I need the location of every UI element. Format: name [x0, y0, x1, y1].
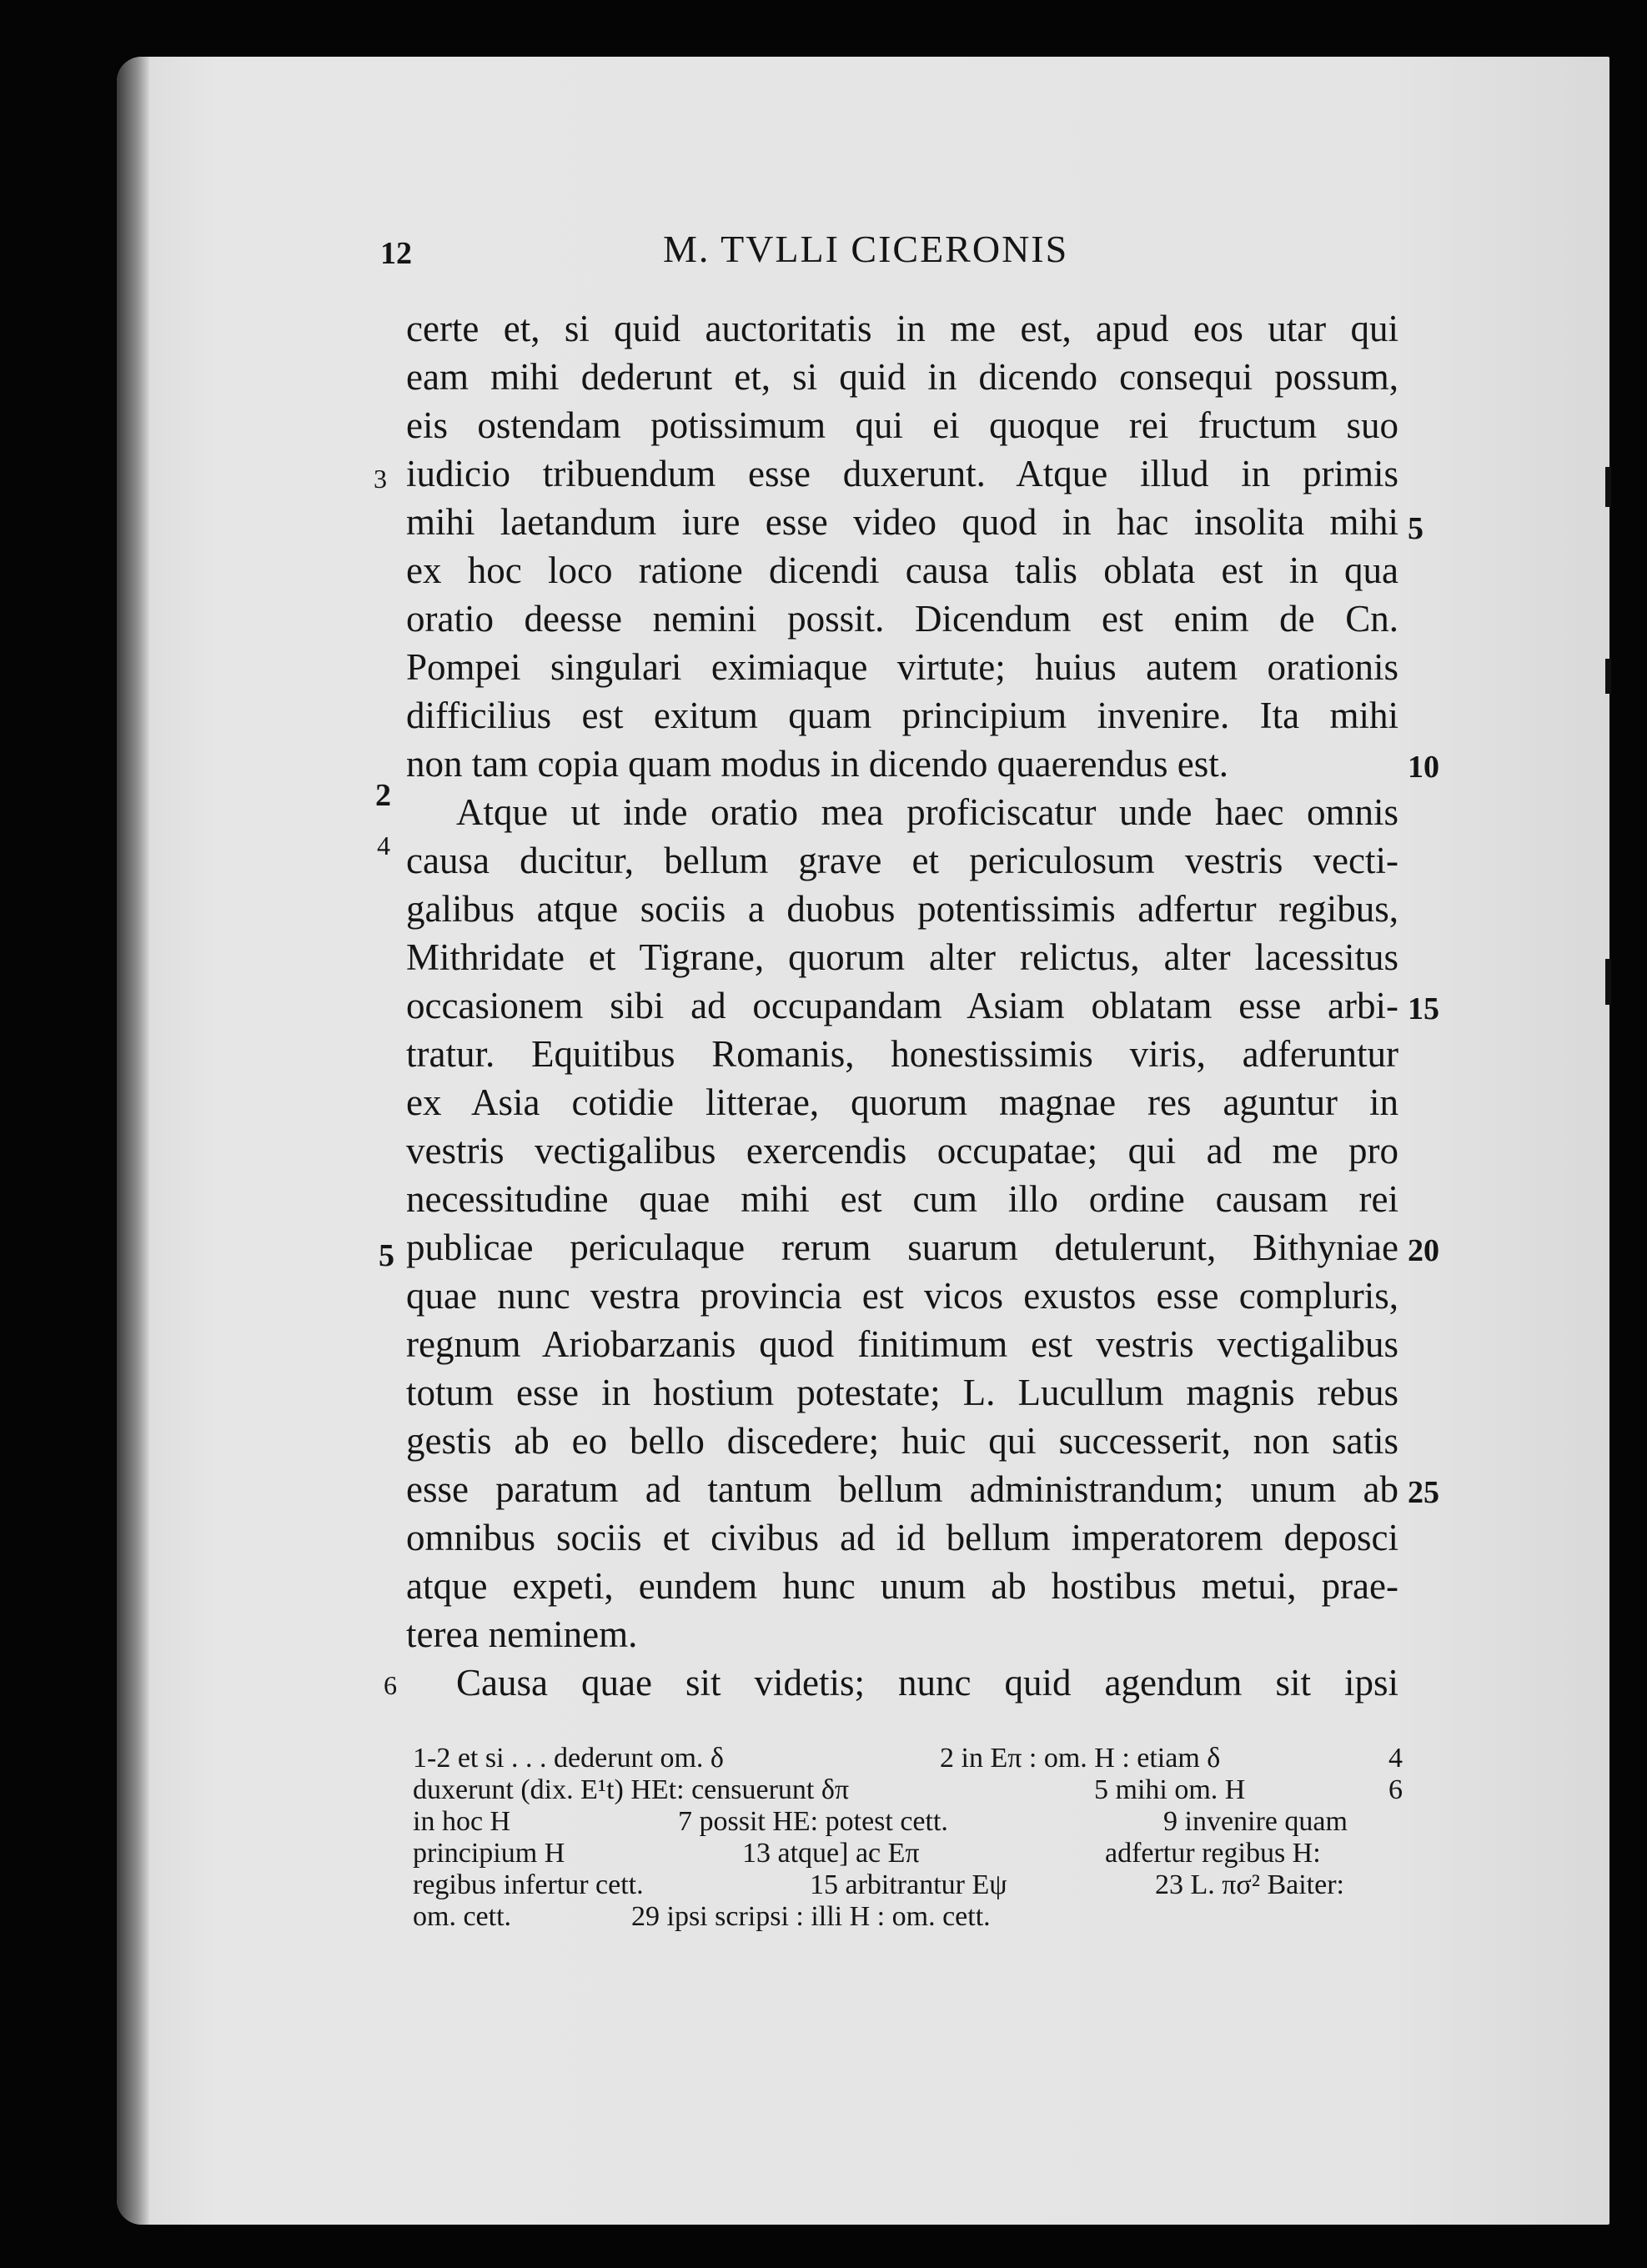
apparatus-note: 6 — [1388, 1774, 1403, 1805]
apparatus-note: 15 arbitrantur Eψ — [810, 1869, 1007, 1900]
text-line: tratur. Equitibus Romanis, honestissimis viris, adferuntur — [406, 1033, 1398, 1075]
text-line: Atque ut inde oratio mea proficiscatur unde haec omnis — [456, 791, 1398, 833]
text-line: omnibus sociis et civibus ad id bellum imperatorem deposci — [406, 1517, 1398, 1558]
text-line: eis ostendam potissimum qui ei quoque rei fructum suo — [406, 404, 1398, 446]
page-number: 12 — [380, 236, 412, 271]
text-line: difficilius est exitum quam principium invenire. Ita mihi — [406, 695, 1398, 736]
edge-mark — [1605, 467, 1611, 507]
section-number: 6 — [384, 1670, 397, 1700]
text-line: oratio deesse nemini possit. Dicendum est enim de Cn. — [406, 598, 1398, 640]
section-number: 5 — [379, 1238, 394, 1273]
text-line: necessitudine quae mihi est cum illo ordine causam rei — [406, 1178, 1398, 1220]
text-line: non tam copia quam modus in dicendo quaerendus est. — [406, 743, 1229, 785]
text-line: Causa quae sit videtis; nunc quid agendum sit ipsi — [456, 1662, 1398, 1704]
apparatus-note: regibus infertur cett. — [413, 1869, 644, 1900]
text-line: iudicio tribuendum esse duxerunt. Atque illud in primis — [406, 453, 1398, 494]
apparatus-note: duxerunt (dix. E¹t) HEt: censuerunt δπ — [413, 1774, 850, 1805]
line-number: 15 — [1408, 991, 1439, 1026]
edge-mark — [1605, 959, 1611, 1005]
page-gutter-shadow — [117, 57, 150, 2225]
text-line: terea neminem. — [406, 1613, 638, 1655]
apparatus-note: 4 — [1388, 1743, 1403, 1774]
text-line: eam mihi dederunt et, si quid in dicendo consequi possum, — [406, 356, 1398, 398]
text-line: gestis ab eo bello discedere; huic qui successerit, non satis — [406, 1420, 1398, 1462]
text-line: ex hoc loco ratione dicendi causa talis oblata est in qua — [406, 549, 1398, 591]
line-number: 5 — [1408, 511, 1424, 546]
section-number: 2 — [375, 778, 391, 813]
text-line: Mithridate et Tigrane, quorum alter relictus, alter lacessitus — [406, 936, 1398, 978]
text-line: occasionem sibi ad occupandam Asiam oblatam esse arbi- — [406, 985, 1398, 1026]
line-number: 20 — [1408, 1233, 1439, 1268]
apparatus-note: adfertur regibus H: — [1105, 1838, 1321, 1869]
text-line: quae nunc vestra provincia est vicos exustos esse compluris, — [406, 1275, 1398, 1317]
text-line: totum esse in hostium potestate; L. Lucullum magnis rebus — [406, 1372, 1398, 1413]
apparatus-note: in hoc H — [413, 1806, 511, 1837]
apparatus-note: 29 ipsi scripsi : illi H : om. cett. — [631, 1901, 991, 1932]
apparatus-note: principium H — [413, 1838, 565, 1869]
line-number: 10 — [1408, 750, 1439, 785]
text-line: certe et, si quid auctoritatis in me est, apud eos utar qui — [406, 308, 1398, 349]
text-line: publicae periculaque rerum suarum detulerunt, Bithyniae — [406, 1227, 1398, 1268]
text-line: regnum Ariobarzanis quod finitimum est vestris vectigalibus — [406, 1323, 1398, 1365]
text-line: mihi laetandum iure esse video quod in hac insolita mihi — [406, 501, 1398, 543]
apparatus-note: 13 atque] ac Eπ — [742, 1838, 920, 1869]
apparatus-note: 5 mihi om. H — [1094, 1774, 1246, 1805]
section-number: 3 — [374, 464, 387, 494]
edge-mark — [1605, 659, 1611, 694]
text-line: causa ducitur, bellum grave et periculosum vestris vecti- — [406, 840, 1398, 881]
running-title: M. TVLLI CICERONIS — [663, 228, 1069, 270]
apparatus-note: 1-2 et si . . . dederunt om. δ — [413, 1743, 724, 1774]
apparatus-note: 9 invenire quam — [1163, 1806, 1348, 1837]
text-line: ex Asia cotidie litterae, quorum magnae res aguntur in — [406, 1081, 1398, 1123]
text-line: galibus atque sociis a duobus potentissimis adfertur regibus, — [406, 888, 1398, 930]
text-line: vestris vectigalibus exercendis occupatae; qui ad me pro — [406, 1130, 1398, 1172]
section-number: 4 — [377, 830, 390, 861]
apparatus-note: 7 possit HE: potest cett. — [678, 1806, 948, 1837]
apparatus-note: 23 L. πσ² Baiter: — [1155, 1869, 1344, 1900]
apparatus-note: om. cett. — [413, 1901, 512, 1932]
text-line: Pompei singulari eximiaque virtute; huius autem orationis — [406, 646, 1398, 688]
apparatus-note: 2 in Eπ : om. H : etiam δ — [940, 1743, 1221, 1774]
text-line: atque expeti, eundem hunc unum ab hostibus metui, prae- — [406, 1565, 1398, 1607]
text-line: esse paratum ad tantum bellum administrandum; unum ab — [406, 1468, 1398, 1510]
line-number: 25 — [1408, 1475, 1439, 1510]
